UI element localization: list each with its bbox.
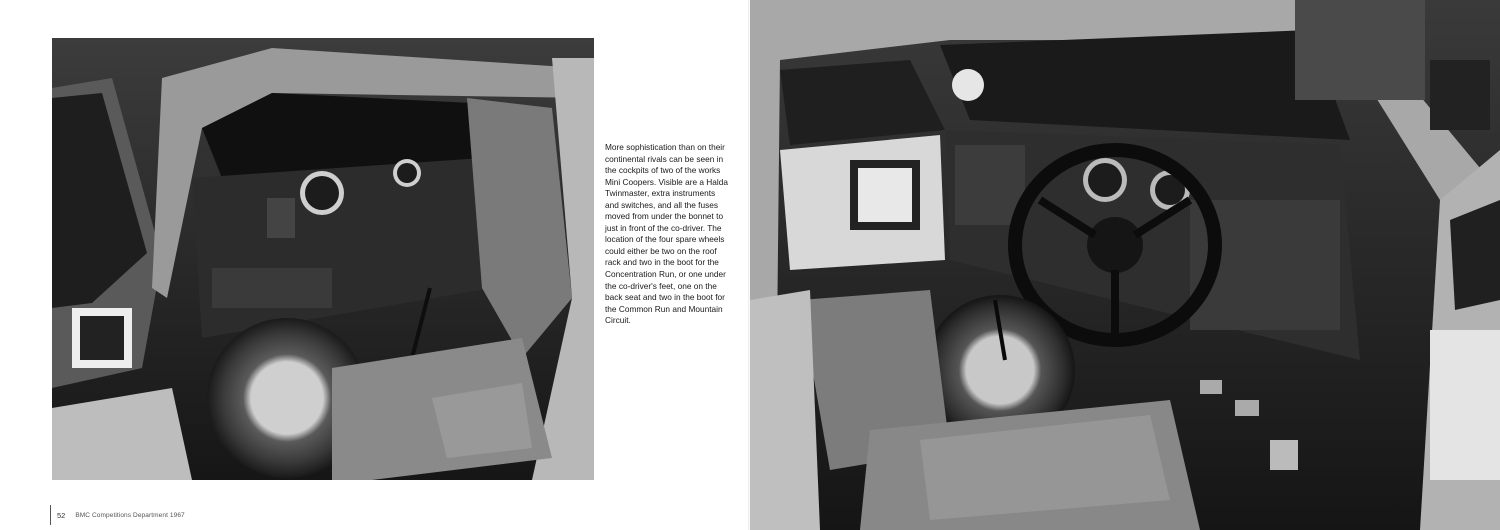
- cockpit-photo-driver-side: [750, 0, 1500, 530]
- page-number: 52: [57, 510, 66, 520]
- right-page: [750, 0, 1500, 530]
- cockpit-photo-passenger-side: [52, 38, 594, 480]
- running-head: BMC Competitions Department 1967: [75, 511, 185, 519]
- folio-rule: [50, 505, 51, 525]
- photo-caption: More sophistication than on their continental rivals can be seen in the cockpits of two of the works Mini Coopers. Visible are a Halda Twinmaster, extra instruments and switches, and all the fuses moved from under the bonnet to just in front of the co-driver. The location of the four spare wheels could either be two on the roof rack and two in the boot for the Concentration Run, or one under the co-driver's feet, one on the back seat and two in the boot for the Common Run and Mountain Circuit.: [605, 142, 728, 326]
- page-footer: [50, 505, 185, 525]
